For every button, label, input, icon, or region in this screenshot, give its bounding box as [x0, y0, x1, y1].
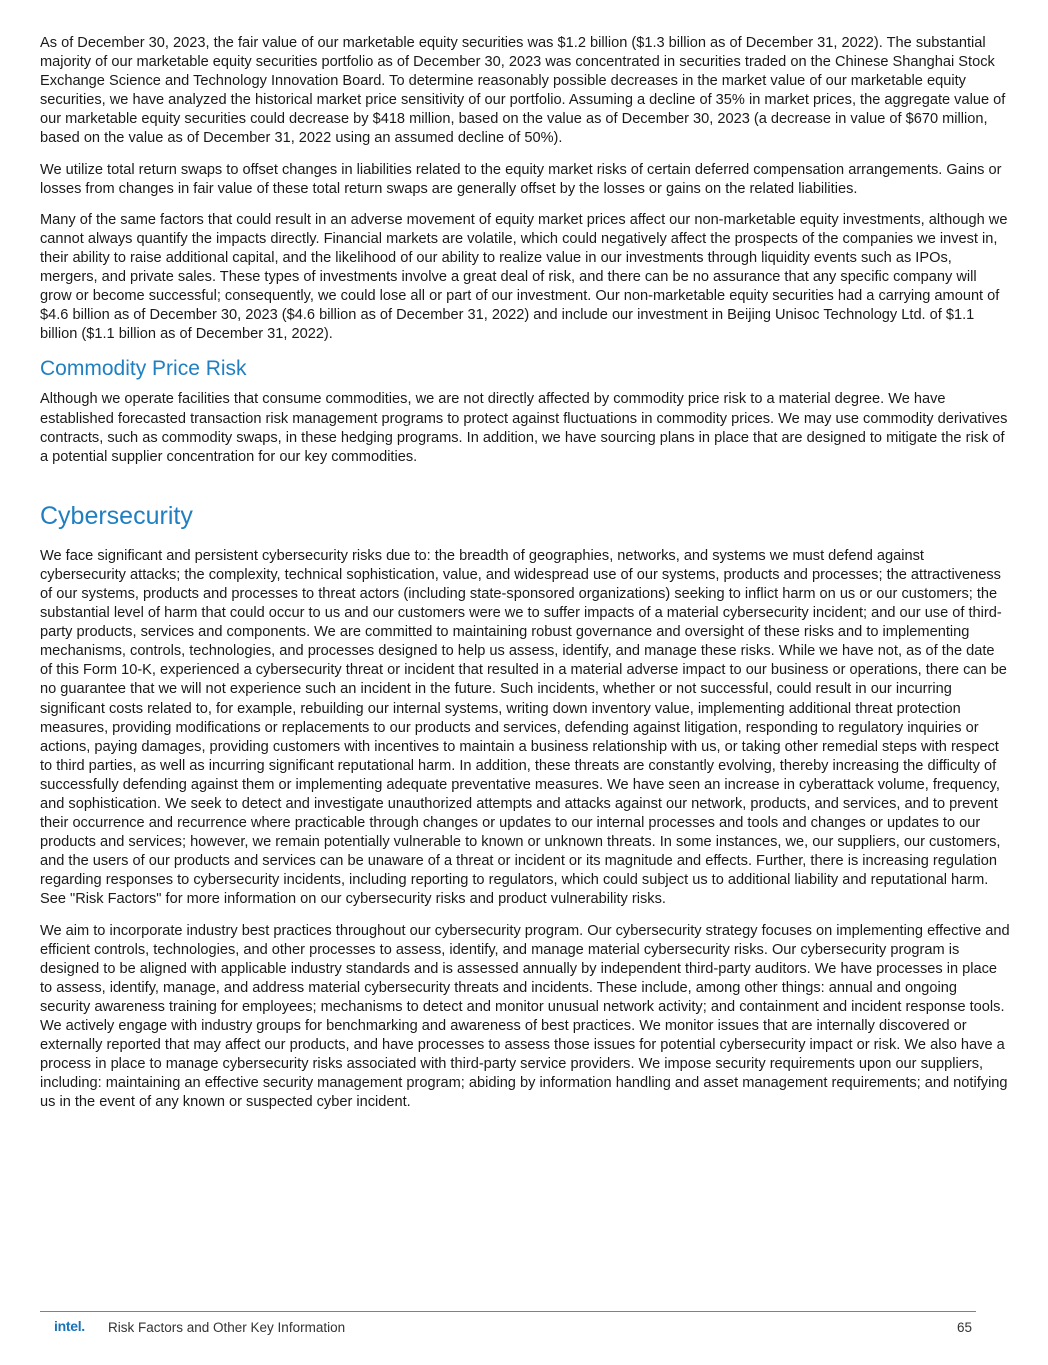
cybersecurity-heading: Cybersecurity [40, 501, 193, 530]
paragraph-commodity-price-risk: Although we operate facilities that consume commodities, we are not directly affected by commodity price risk to a material degree. We have established forecasted transaction risk management programs to protect against fluctuations in commodity prices. We may use commodity derivatives contracts, such as commodity swaps, in these hedging programs. In addition, we have sourcing plans in place that are designed to mitigate the risk of a potential supplier concentration for our key commodities. [40, 391, 1008, 465]
document-body [40, 34, 1010, 1125]
page-footer [40, 1311, 976, 1342]
footer-section-title: Risk Factors and Other Key Information [108, 1320, 346, 1335]
paragraph-non-marketable-equity: Many of the same factors that could result in an adverse movement of equity market prices affect our non-marketable equity investments, although we cannot always quantify the impacts directly. Financial markets are volatile, which could negatively affect the prospects of the companies we invest in, their ability to raise additional capital, and the likelihood of our ability to realize value in our investments through liquidity events such as IPOs, mergers, and private sales. These types of investments involve a great deal of risk, and there can be no assurance that any specific company will grow or become successful; consequently, we could lose all or part of our investment. Our non-marketable equity securities had a carrying amount of $4.6 billion as of December 30, 2023 ($4.6 billion as of December 31, 2022) and include our investment in Beijing Unisoc Technology Ltd. of $1.1 billion ($1.1 billion as of December 31, 2022). [40, 211, 1008, 343]
page-number: 65 [956, 1320, 972, 1335]
paragraph-cybersecurity-program: We aim to incorporate industry best practices throughout our cybersecurity program. Our cybersecurity strategy focuses on implementing effective and efficient controls, technologies, and other processes to assess, identify, and manage material cybersecurity risks. Our cybersecurity program is designed to be aligned with applicable industry standards and is assessed annually by independent third-party auditors. We have processes in place to assess, identify, manage, and address material cybersecurity threats and incidents. These include, among other things: annual and ongoing security awareness training for employees; mechanisms to detect and monitor unusual network activity; and containment and incident response tools. We actively engage with industry groups for benchmarking and awareness of best practices. We monitor issues that are internally discovered or externally reported that may affect our products, and have processes to assess those issues for potential cybersecurity impact or risk. We also have a process in place to manage cybersecurity risks associated with third-party service providers. We impose security requirements upon our suppliers, including: maintaining an effective security management program; abiding by information handling and asset management requirements; and notifying us in the event of any known or suspected cyber incident. [40, 922, 1010, 1111]
paragraph-marketable-equity: As of December 30, 2023, the fair value of our marketable equity securities was $1.2 billion ($1.3 billion as of December 31, 2022). The substantial majority of our marketable equity securities portfolio as of December 30, 2023 was concentrated in securities traded on the Chinese Shanghai Stock Exchange Science and Technology Innovation Board. To determine reasonably possible decreases in the market value of our marketable equity securities, we have analyzed the historical market price sensitivity of our portfolio. Assuming a decline of 35% in market prices, the aggregate value of our marketable equity securities could decrease by $418 million, based on the value as of December 30, 2023 (a decrease in value of $670 million, based on the value as of December 31, 2022 using an assumed decline of 50%). [40, 35, 1006, 147]
paragraph-total-return-swaps: We utilize total return swaps to offset changes in liabilities related to the equity market risks of certain deferred compensation arrangements. Gains or losses from changes in fair value of these total return swaps are generally offset by the losses or gains on the related liabilities. [40, 161, 1002, 197]
paragraph-cybersecurity-risks: We face significant and persistent cybersecurity risks due to: the breadth of geographies, networks, and systems we must defend against cybersecurity attacks; the complexity, technical sophistication, value, and widespread use of our systems, products and processes; the attractiveness of our systems, products and processes to threat actors (including state-sponsored organizations) seeking to inflict harm on us or our customers; the substantial level of harm that could occur to us and our customers were we to suffer impacts of a material cybersecurity incident; and our use of third-party products, services and components. We are committed to maintaining robust governance and oversight of these risks and to implementing mechanisms, controls, technologies, and processes designed to help us assess, identify, and manage these risks. While we have not, as of the date of this Form 10-K, experienced a cybersecurity threat or incident that resulted in a material adverse impact to our business or operations, there can be no guarantee that we will not experience such an incident in the future. Such incidents, whether or not successful, could result in our incurring significant costs related to, for example, rebuilding our internal systems, writing down inventory value, implementing additional threat protection measures, providing modifications or replacements to our products and services, defending against litigation, responding to regulatory inquiries or actions, paying damages, providing customers with incentives to maintain a business relationship with us, or taking other remedial steps with respect to third parties, as well as incurring significant reputational harm. In addition, these threats are constantly evolving, thereby increasing the difficulty of successfully defending against them or implementing adequate preventative measures. We have seen an increase in cyberattack volume, frequency, and sophistication. We seek to detect and investigate unauthorized attempts and attacks against our network, products, and services, and to prevent their occurrence and recurrence where practicable through changes or updates to our internal processes and tools and changes or updates to our products and services; however, we remain potentially vulnerable to known or unknown threats. In some instances, we, our suppliers, our customers, and the users of our products and services can be unaware of a threat or incident or its magnitude and effects. Further, there is increasing regulation regarding responses to cybersecurity incidents, including reporting to regulators, which could subject us to additional liability and reputational harm. See "Risk Factors" for more information on our cybersecurity risks and product vulnerability risks. [40, 547, 1007, 908]
commodity-price-risk-heading: Commodity Price Risk [40, 357, 247, 381]
intel-logo: intel. [54, 1318, 85, 1334]
